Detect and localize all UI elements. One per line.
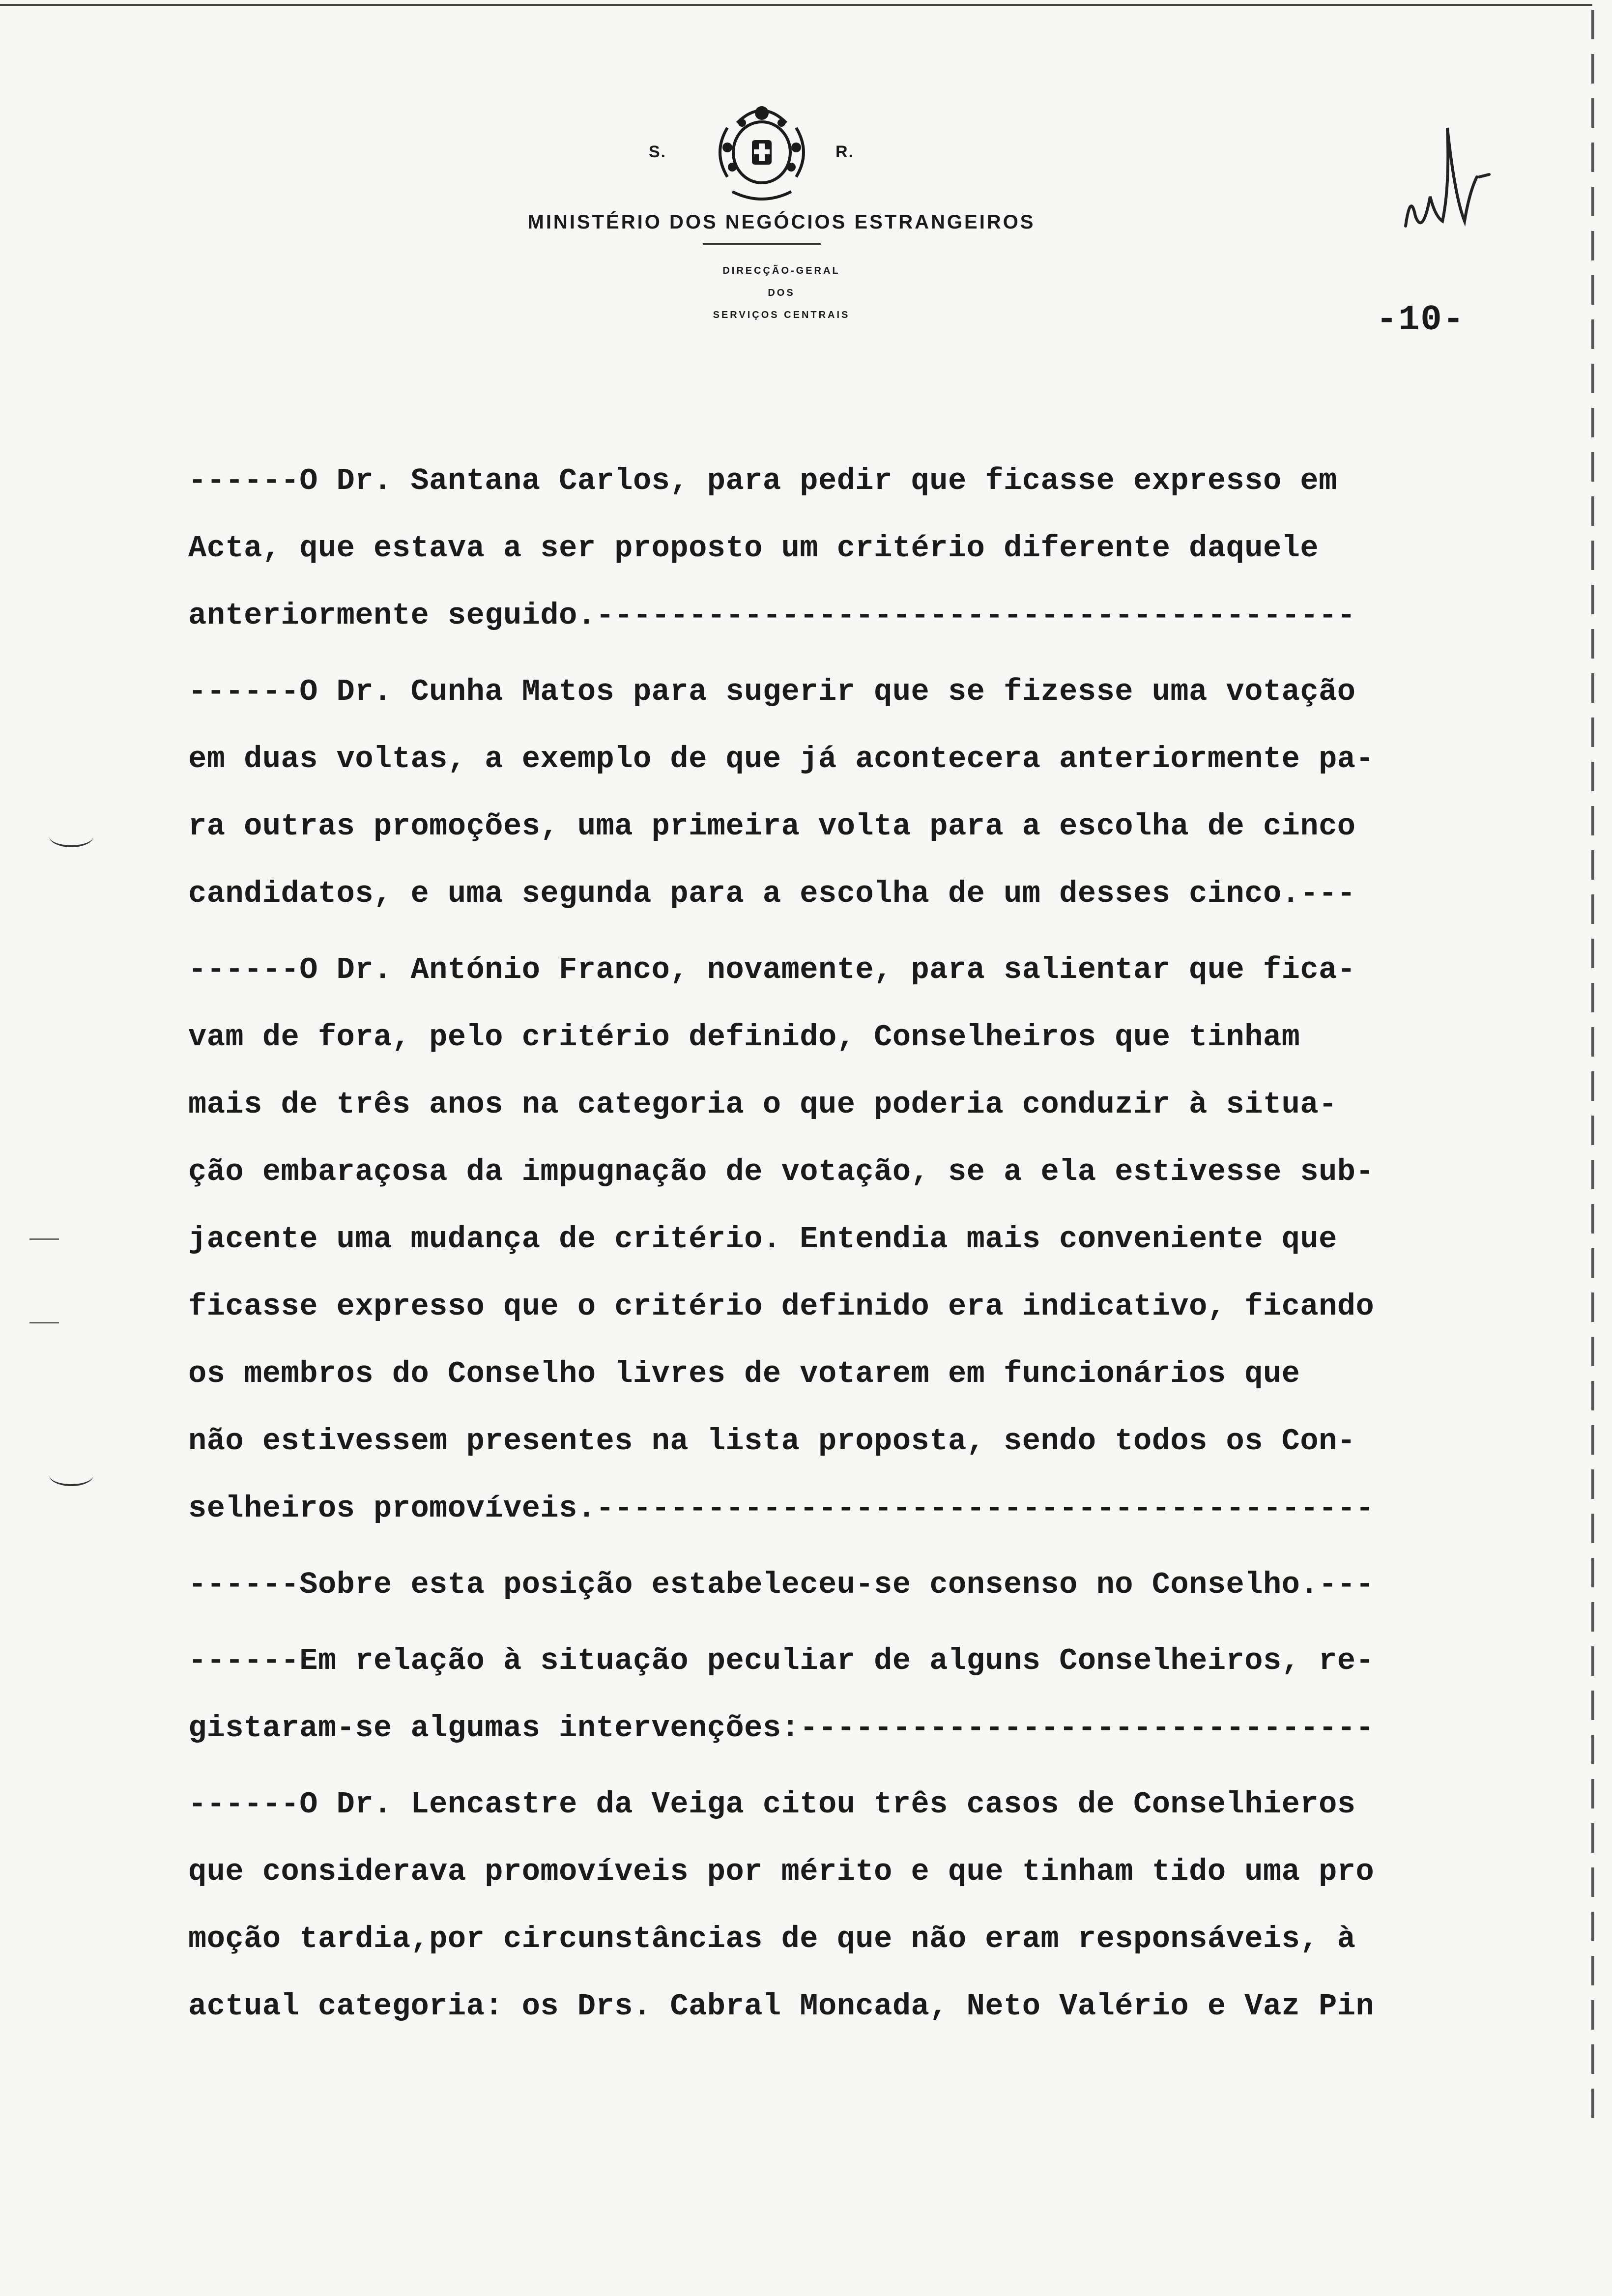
text-line: ------Sobre esta posição estabeleceu-se consenso no Conselho.---	[188, 1567, 1375, 1602]
handwritten-initials-icon	[1396, 118, 1504, 236]
text-line: ção embaraçosa da impugnação de votação, se a ela estivesse sub-	[188, 1154, 1375, 1189]
text-line: não estivessem presentes na lista proposta, sendo todos os Con-	[188, 1424, 1356, 1459]
text-line: gistaram-se algumas intervenções:-------------------------------	[188, 1711, 1375, 1746]
text-line: ------O Dr. Santana Carlos, para pedir que ficasse expresso em	[188, 463, 1337, 498]
text-line: ------O Dr. António Franco, novamente, para salientar que fica-	[188, 952, 1356, 987]
ministry-title: MINISTÉRIO DOS NEGÓCIOS ESTRANGEIROS	[527, 211, 1036, 233]
text-line: que considerava promovíveis por mérito e que tinham tido uma pro	[188, 1854, 1375, 1889]
letterhead-left-letter: S.	[649, 143, 667, 161]
text-line: Acta, que estava a ser proposto um critério diferente daquele	[188, 531, 1319, 566]
coat-of-arms-icon	[698, 93, 826, 206]
margin-dash	[29, 1322, 59, 1323]
top-border-line	[0, 4, 1592, 6]
text-line: jacente uma mudança de critério. Entendia mais conveniente que	[188, 1222, 1337, 1257]
text-line: moção tardia,por circunstâncias de que não eram responsáveis, à	[188, 1922, 1356, 1956]
right-binding-edge	[1591, 10, 1594, 2123]
letterhead	[442, 93, 1121, 349]
page-number: -10-	[1376, 300, 1465, 340]
text-line: candidatos, e uma segunda para a escolha de um desses cinco.---	[188, 876, 1356, 911]
text-line: ------O Dr. Lencastre da Veiga citou três casos de Conselhieros	[188, 1787, 1356, 1822]
text-line: actual categoria: os Drs. Cabral Moncada, Neto Valério e Vaz Pin	[188, 1989, 1375, 2024]
text-line: anteriormente seguido.-----------------------------------------	[188, 598, 1356, 633]
direction-line-3: SERVIÇOS CENTRAIS	[713, 310, 850, 320]
margin-dash	[29, 1238, 59, 1240]
letterhead-right-letter: R.	[835, 143, 854, 161]
margin-mark	[49, 1464, 93, 1486]
text-line: mais de três anos na categoria o que poderia conduzir à situa-	[188, 1087, 1337, 1122]
text-line: selheiros promovíveis.------------------------------------------	[188, 1491, 1375, 1526]
emblem-row	[442, 93, 1121, 206]
direction-line-1: DIRECÇÃO-GERAL	[722, 265, 840, 276]
direction-line-2: DOS	[768, 287, 795, 298]
text-line: ficasse expresso que o critério definido era indicativo, ficando	[188, 1289, 1375, 1324]
text-line: ------Em relação à situação peculiar de alguns Conselheiros, re-	[188, 1643, 1375, 1678]
text-line: ra outras promoções, uma primeira volta para a escolha de cinco	[188, 809, 1356, 844]
margin-mark	[49, 826, 93, 847]
text-line: em duas voltas, a exemplo de que já acontecera anteriormente pa-	[188, 742, 1375, 776]
text-line: vam de fora, pelo critério definido, Conselheiros que tinham	[188, 1020, 1300, 1055]
minutes-body	[188, 447, 1515, 2040]
text-line: os membros do Conselho livres de votarem em funcionários que	[188, 1356, 1300, 1391]
text-line: ------O Dr. Cunha Matos para sugerir que se fizesse uma votação	[188, 674, 1356, 709]
ministry-underline	[703, 243, 821, 245]
